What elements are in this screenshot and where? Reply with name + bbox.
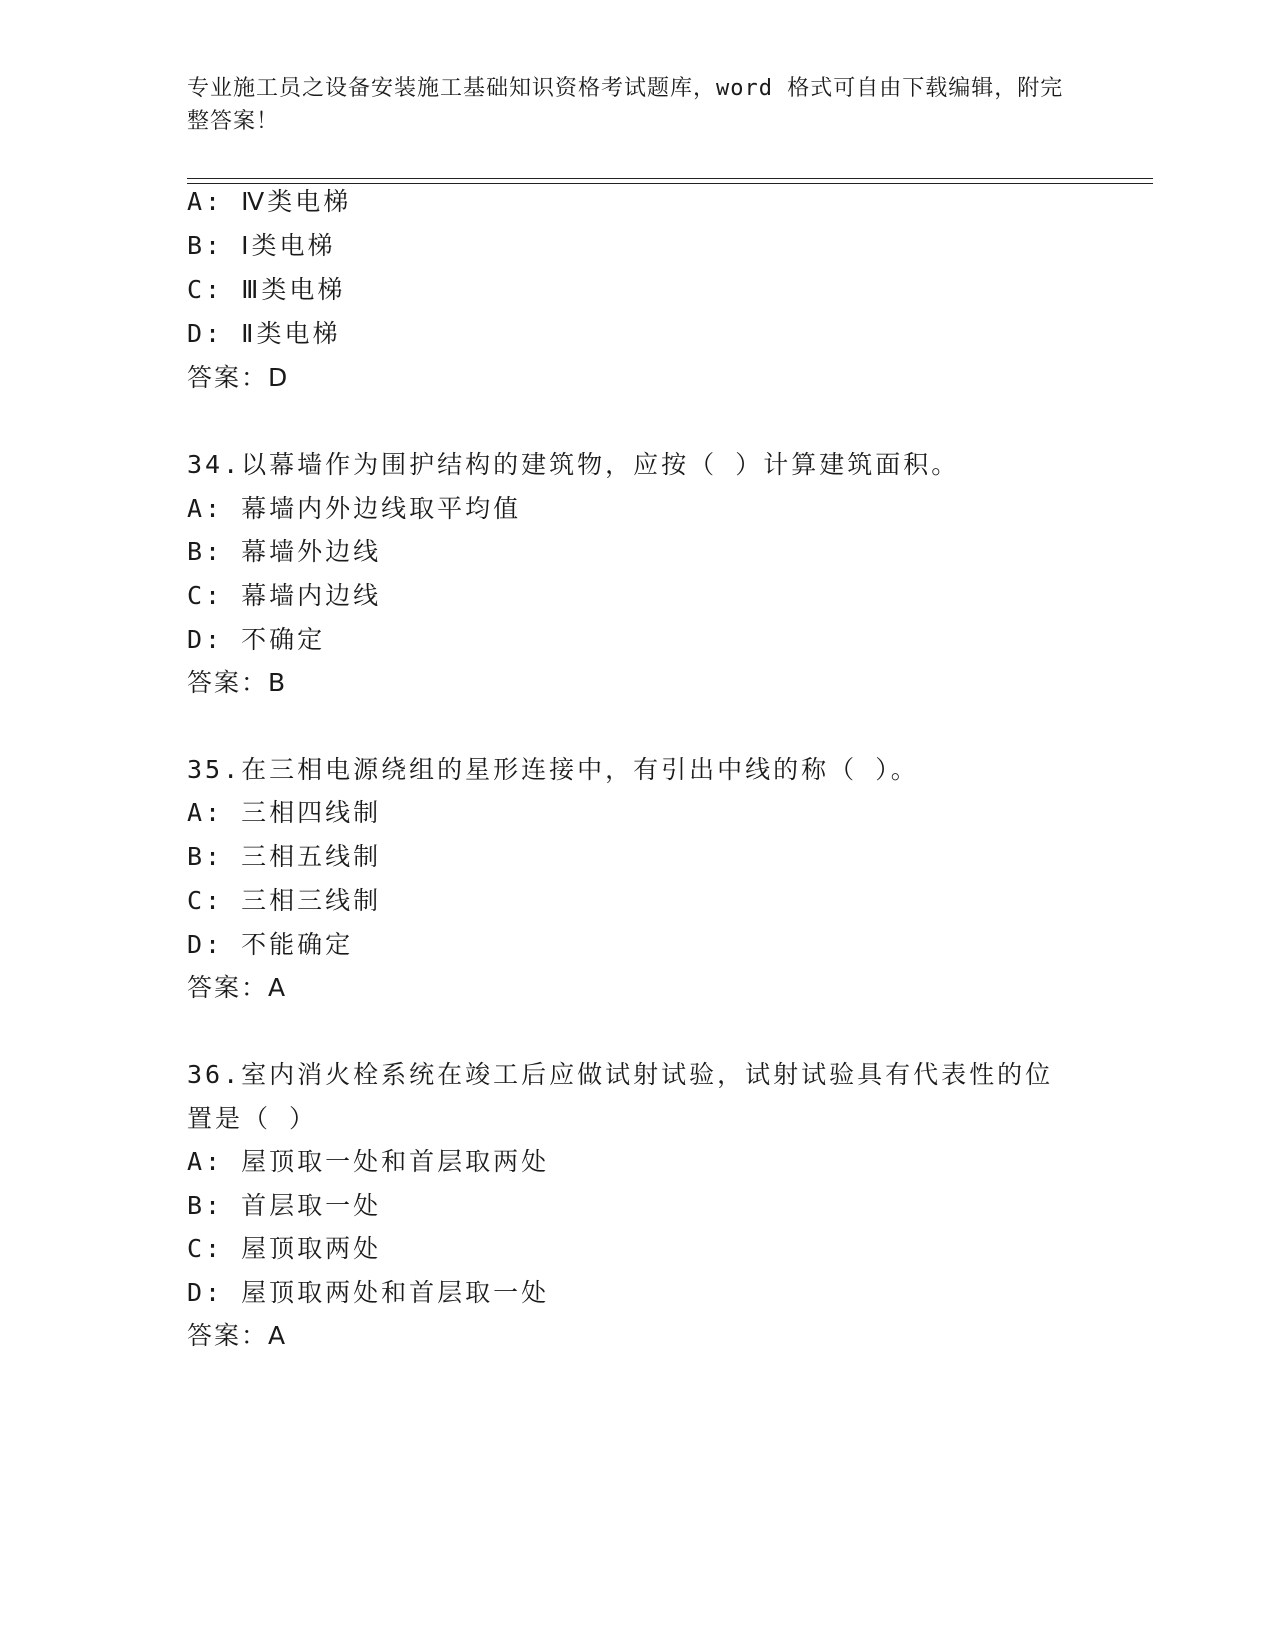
q34-option-c: C: 幕墙内边线: [187, 581, 382, 610]
q33-option-c: C: Ⅲ类电梯: [187, 275, 346, 304]
header-divider-top: [187, 178, 1153, 179]
q36-answer: 答案：A: [187, 1321, 288, 1350]
header-divider-bottom: [187, 183, 1153, 184]
q35-answer: 答案：A: [187, 973, 288, 1002]
document-header: 专业施工员之设备安装施工基础知识资格考试题库，word 格式可自由下载编辑，附完整答案！: [187, 76, 1064, 134]
q33-answer: 答案：D: [187, 363, 290, 392]
q34-answer: 答案：B: [187, 668, 288, 697]
q35-option-a: A: 三相四线制: [187, 798, 382, 827]
q35-option-d: D: 不能确定: [187, 930, 354, 959]
q36-option-c: C: 屋顶取两处: [187, 1234, 382, 1263]
q36-option-a: A: 屋顶取一处和首层取两处: [187, 1147, 550, 1176]
q36-option-d: D: 屋顶取两处和首层取一处: [187, 1278, 550, 1307]
q34-option-b: B: 幕墙外边线: [187, 537, 382, 566]
q35-option-c: C: 三相三线制: [187, 886, 382, 915]
q33-option-a: A: Ⅳ类电梯: [187, 187, 352, 216]
q34-option-a: A: 幕墙内外边线取平均值: [187, 494, 522, 523]
q33-option-b: B: Ⅰ类电梯: [187, 231, 336, 260]
q34-question: 34.以幕墙作为围护结构的建筑物，应按（ ）计算建筑面积。: [187, 450, 960, 479]
q33-option-d: D: Ⅱ类电梯: [187, 319, 341, 348]
q36-option-b: B: 首层取一处: [187, 1191, 382, 1220]
q35-option-b: B: 三相五线制: [187, 842, 382, 871]
q35-question: 35.在三相电源绕组的星形连接中，有引出中线的称（ ）。: [187, 755, 919, 784]
q36-question: 36.室内消火栓系统在竣工后应做试射试验，试射试验具有代表性的位置是（ ）: [187, 1060, 1054, 1133]
q34-option-d: D: 不确定: [187, 625, 326, 654]
